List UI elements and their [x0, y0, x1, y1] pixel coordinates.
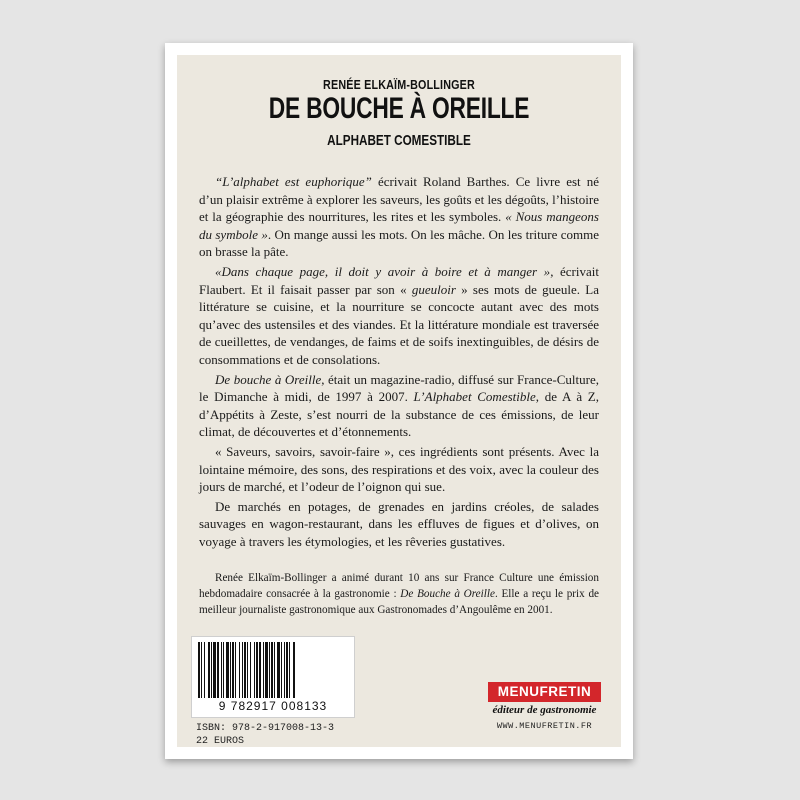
isbn-number: ISBN: 978-2-917008-13-3 [196, 723, 335, 734]
publisher-website: WWW.MENUFRETIN.FR [496, 721, 593, 731]
bio-text-span: . Elle a reçu le prix de meilleur journaliste gastronomique aux Gastronomades d’Angoulême en 2001. [199, 588, 600, 616]
quote-symbole: « Nous mangeons du symbole » [199, 209, 599, 242]
bio-show-name: De Bouche à Oreille [400, 588, 495, 600]
book-title: DE BOUCHE À OREILLE [268, 92, 530, 125]
blurb-paragraph-4: « Saveurs, savoirs, savoir-faire », ces ingrédients sont présents. Avec la lointaine mémoire, des sons, des respirations et des voix, avec la couleur des jours de marché, et l’odeur de l’oignon qui sue. [199, 443, 599, 495]
barcode-bars [196, 642, 350, 698]
blurb-text-span: écrivait Roland Barthes. Ce livre est né d’un plaisir extrême à explorer les saveurs, les goûts et les dégoûts, l’histoire et la géographie des nourritures, les rites et les symboles. [199, 174, 600, 225]
blurb-text [199, 173, 599, 552]
author-bio [199, 570, 599, 618]
quote-flaubert: «Dans chaque page, il doit y avoir à boire et à manger » [215, 263, 551, 279]
author-bio-paragraph [199, 570, 599, 618]
isbn-barcode [191, 636, 355, 718]
bio-text-span: Renée Elkaïm-Bollinger a animé durant 10 ans sur France Culture une émission hebdomadaire consacrée à la gastronomie : [199, 572, 599, 600]
blurb-text-span: , de A à Z, d’Appétits à Zeste, s’est nourri de la substance de ces émissions, de leur climat, de découvertes et d’étonnements. [199, 389, 599, 440]
author-name: RENÉE ELKAÏM-BOLLINGER [323, 78, 475, 92]
radio-show-name: De bouche à Oreille [215, 371, 322, 387]
blurb-paragraph-2 [199, 263, 599, 369]
quote-barthes: “L’alphabet est euphorique” [215, 174, 372, 189]
blurb-text-span: » ses mots de gueule. La littérature se cuisine, et la nourriture se concocte autant avec des mots qu’avec des ustensiles et des viandes. Et la littérature mondiale est traversée de cueillettes, de vendanges, de faims et de soifs inextinguibles, de désirs de consommations et de consolations. [199, 281, 599, 367]
isbn-block [196, 722, 334, 748]
blurb-text-span: , écrivait Flaubert. Et il faisait passer par son « [199, 263, 599, 297]
book-name-italic: L’Alphabet Comestible [413, 389, 536, 405]
barcode-digits: 9 782917 008133 [218, 699, 328, 713]
publisher-logo: MENUFRETIN [488, 682, 601, 702]
publisher-tagline: éditeur de gastronomie [492, 704, 597, 716]
book-subtitle: ALPHABET COMESTIBLE [327, 132, 471, 149]
book-cover-panel [177, 55, 621, 747]
blurb-text-span: . On mange aussi les mots. On les mâche. On les triture comme on brasse la pâte. [199, 226, 599, 260]
blurb-text-span: , était un magazine-radio, diffusé sur France-Culture, le Dimanche à midi, de 1997 à 2007. [199, 371, 599, 405]
blurb-paragraph-5: De marchés en potages, de grenades en jardins créoles, de salades sauvages en wagon-restaurant, dans les effluves de figues et d’olives, on voyage à travers les étymologies, et les rêveries gustatives. [199, 498, 599, 549]
price: 22 EUROS [196, 736, 245, 747]
blurb-paragraph-3 [199, 371, 599, 441]
book-back-cover-card [165, 43, 633, 759]
blurb-paragraph-1 [199, 173, 599, 261]
quote-gueuloir: gueuloir [411, 281, 456, 297]
